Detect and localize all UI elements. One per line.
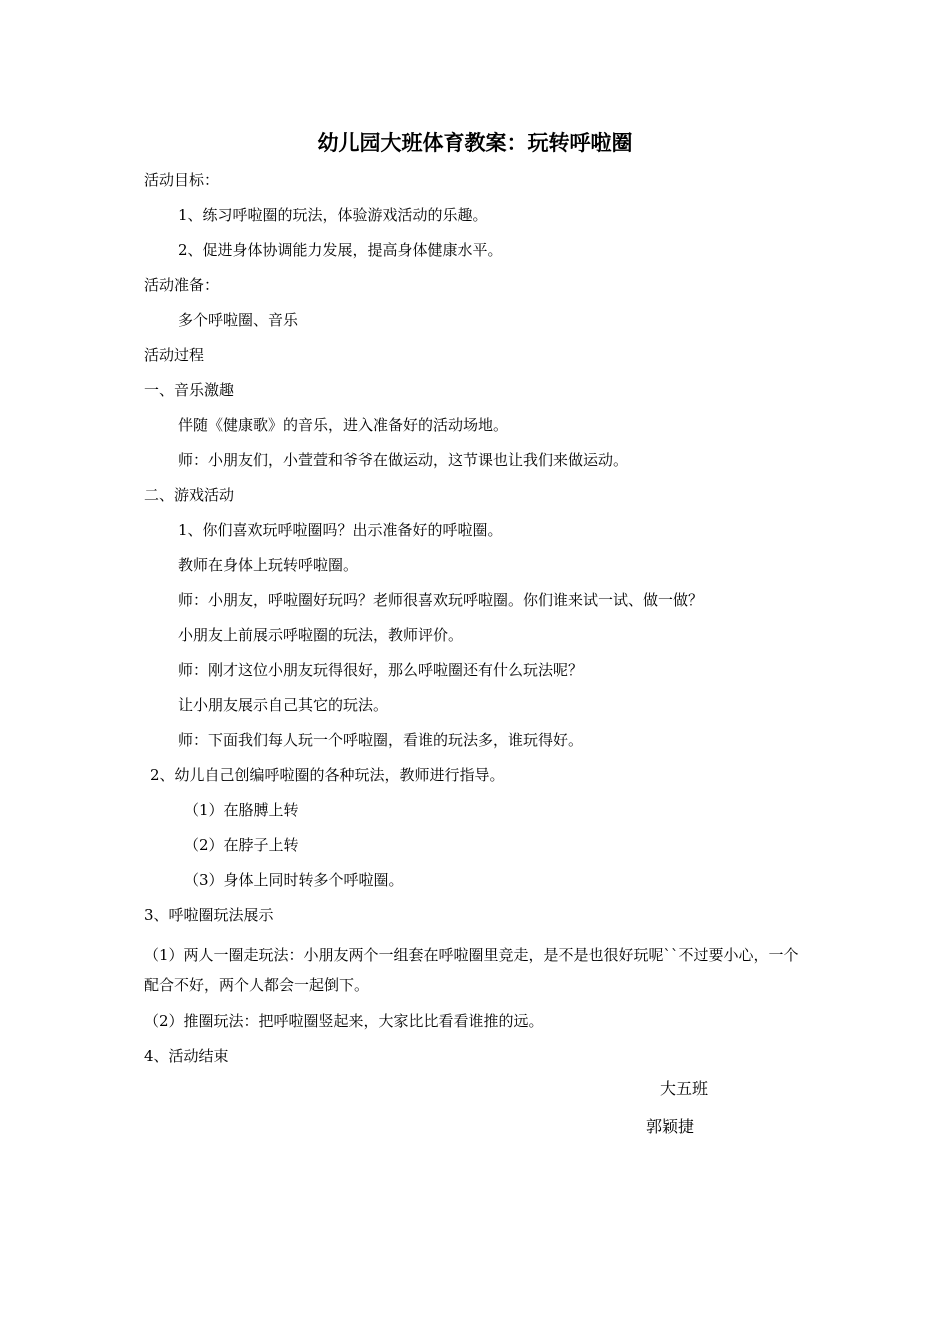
- part2-line-5: 师：刚才这位小朋友玩得很好，那么呼啦圈还有什么玩法呢？: [178, 661, 584, 679]
- part1-line-2: 师：小朋友们，小萱萱和爷爷在做运动，这节课也让我们来做运动。: [178, 451, 629, 469]
- part1-heading: 一、音乐激趣: [144, 381, 235, 399]
- goal-item-2: 2、促进身体协调能力发展，提高身体健康水平。: [178, 241, 503, 259]
- part2-line-7: 师：下面我们每人玩一个呼啦圈，看谁的玩法多，谁玩得好。: [178, 731, 584, 749]
- part2-sub2-item-b: （2）在脖子上转: [184, 836, 299, 854]
- prep-items: 多个呼啦圈、音乐: [178, 311, 299, 329]
- part4-heading: 4、活动结束: [144, 1047, 229, 1065]
- part3-heading: 3、呼啦圈玩法展示: [144, 906, 274, 924]
- class-name: 大五班: [660, 1079, 709, 1098]
- part2-line-4: 小朋友上前展示呼啦圈的玩法，教师评价。: [178, 626, 464, 644]
- part2-line-2: 教师在身体上玩转呼啦圈。: [178, 556, 359, 574]
- part2-line-1: 1、你们喜欢玩呼啦圈吗？出示准备好的呼啦圈。: [178, 521, 503, 539]
- prep-heading: 活动准备：: [144, 276, 220, 294]
- process-heading: 活动过程: [144, 346, 205, 364]
- part2-heading: 二、游戏活动: [144, 486, 235, 504]
- part3-item-2: （2）推圈玩法：把呼啦圈竖起来，大家比比看看谁推的远。: [144, 1012, 544, 1030]
- part2-sub2-item-a: （1）在胳膊上转: [184, 801, 299, 819]
- part3-item-1: （1）两人一圈走玩法：小朋友两个一组套在呼啦圈里竞走，是不是也很好玩呢``不过要小心，一个配合不好，两个人都会一起倒下。: [144, 946, 799, 994]
- part2-sub2-item-c: （3）身体上同时转多个呼啦圈。: [184, 871, 404, 889]
- author-name: 郭颖捷: [646, 1117, 695, 1136]
- part2-line-3: 师：小朋友，呼啦圈好玩吗？老师很喜欢玩呼啦圈。你们谁来试一试、做一做？: [178, 591, 704, 609]
- part2-sub2-heading: 2、幼儿自己创编呼啦圈的各种玩法，教师进行指导。: [150, 766, 505, 784]
- part1-line-1: 伴随《健康歌》的音乐，进入准备好的活动场地。: [178, 416, 509, 434]
- goal-item-1: 1、练习呼啦圈的玩法，体验游戏活动的乐趣。: [178, 206, 488, 224]
- part2-line-6: 让小朋友展示自己其它的玩法。: [178, 696, 389, 714]
- goals-heading: 活动目标：: [144, 171, 220, 189]
- document-title: 幼儿园大班体育教案：玩转呼啦圈: [317, 131, 633, 155]
